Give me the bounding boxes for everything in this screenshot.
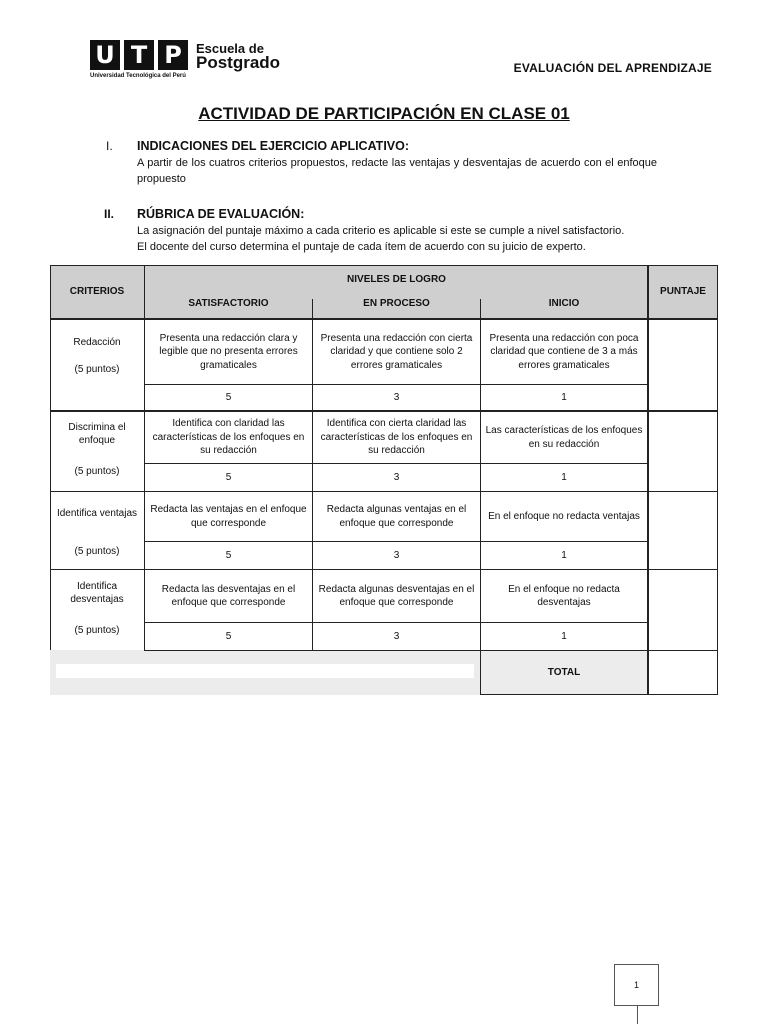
criterio-points: (5 puntos) — [74, 466, 120, 478]
total-label: TOTAL — [547, 666, 581, 678]
desc-satisfactorio: Redacta las desventajas en el enfoque que corresponde — [161, 583, 296, 608]
puntaje-cell[interactable] — [649, 412, 717, 491]
desc-inicio: En el enfoque no redacta desventajas — [508, 583, 620, 608]
criterio-points: (5 puntos) — [74, 364, 120, 376]
logo-letter-t: T — [124, 40, 154, 70]
section-1-text: A partir de los cuatros criterios propuestos, redacte las ventajas y desventajas de acuerdo con el enfoque propuesto — [137, 157, 657, 185]
header-en-proceso: EN PROCESO — [363, 298, 430, 310]
score-inicio: 1 — [561, 391, 567, 403]
criterio-name: Discrimina el enfoque — [68, 421, 126, 446]
desc-inicio: Las características de los enfoques en su redacción — [485, 425, 643, 450]
desc-en-proceso: Presenta una redacción con cierta claridad y que contiene solo 2 errores gramaticales — [320, 332, 473, 371]
page-number: 1 — [614, 964, 659, 1006]
desc-satisfactorio: Redacta las ventajas en el enfoque que corresponde — [150, 504, 307, 529]
desc-inicio: En el enfoque no redacta ventajas — [488, 510, 640, 522]
logo-subtitle: Universidad Tecnológica del Perú — [90, 73, 186, 79]
desc-inicio: Presenta una redacción con poca claridad que contiene de 3 a más errores gramaticales — [489, 332, 639, 371]
desc-en-proceso: Redacta algunas ventajas en el enfoque que corresponde — [326, 504, 467, 529]
section-1-number: I. — [106, 139, 113, 153]
score-satisfactorio: 5 — [225, 391, 232, 403]
score-en-proceso: 3 — [393, 630, 400, 642]
score-satisfactorio: 5 — [225, 630, 232, 642]
score-inicio: 1 — [561, 630, 567, 642]
section-2-text-2: El docente del curso determina el puntaje de cada ítem de acuerdo con su juicio de experto. — [137, 241, 586, 253]
section-2-number: II. — [104, 207, 115, 221]
section-2-text-1: La asignación del puntaje máximo a cada criterio es aplicable si este se cumple a nivel satisfactorio. — [137, 225, 625, 237]
puntaje-cell[interactable] — [649, 570, 717, 650]
header-title: EVALUACIÓN DEL APRENDIZAJE — [513, 61, 712, 75]
desc-satisfactorio: Presenta una redacción clara y legible que no presenta errores gramaticales — [159, 332, 298, 371]
section-2-title: RÚBRICA DE EVALUACIÓN: — [137, 207, 305, 221]
total-value-cell[interactable] — [649, 651, 717, 694]
score-inicio: 1 — [561, 549, 567, 561]
page-number-tick — [637, 1006, 638, 1024]
puntaje-cell[interactable] — [649, 320, 717, 410]
criterio-name: Identifica ventajas — [56, 508, 138, 520]
puntaje-cell[interactable] — [649, 492, 717, 569]
page-title: ACTIVIDAD DE PARTICIPACIÓN EN CLASE 01 — [198, 104, 570, 123]
header-inicio: INICIO — [548, 298, 580, 310]
logo-line2: Postgrado — [196, 53, 281, 72]
score-en-proceso: 3 — [393, 391, 400, 403]
utp-logo — [90, 40, 290, 84]
logo-line1: Escuela de — [196, 41, 264, 56]
score-en-proceso: 3 — [393, 549, 400, 561]
header-puntaje: PUNTAJE — [660, 286, 706, 298]
score-en-proceso: 3 — [393, 471, 400, 483]
score-satisfactorio: 5 — [225, 471, 232, 483]
score-satisfactorio: 5 — [225, 549, 232, 561]
desc-en-proceso: Redacta algunas desventajas en el enfoque que corresponde — [318, 583, 475, 608]
criterio-points: (5 puntos) — [74, 625, 120, 637]
criterio-name: Identifica desventajas — [70, 580, 124, 605]
header-satisfactorio: SATISFACTORIO — [188, 298, 269, 310]
rubric-table — [50, 265, 718, 695]
header-niveles-de-logro: NIVELES DE LOGRO — [347, 274, 446, 286]
desc-satisfactorio: Identifica con claridad las características de los enfoques en su redacción — [152, 418, 305, 457]
logo-letter-u: U — [90, 40, 120, 70]
score-inicio: 1 — [561, 471, 567, 483]
criterio-points: (5 puntos) — [74, 546, 120, 558]
section-1-title: INDICACIONES DEL EJERCICIO APLICATIVO: — [137, 139, 410, 153]
header-criterios: CRITERIOS — [69, 286, 125, 298]
criterio-name: Redacción — [73, 337, 121, 349]
desc-en-proceso: Identifica con cierta claridad las características de los enfoques en su redacción — [320, 418, 473, 457]
logo-letter-p: P — [158, 40, 188, 70]
